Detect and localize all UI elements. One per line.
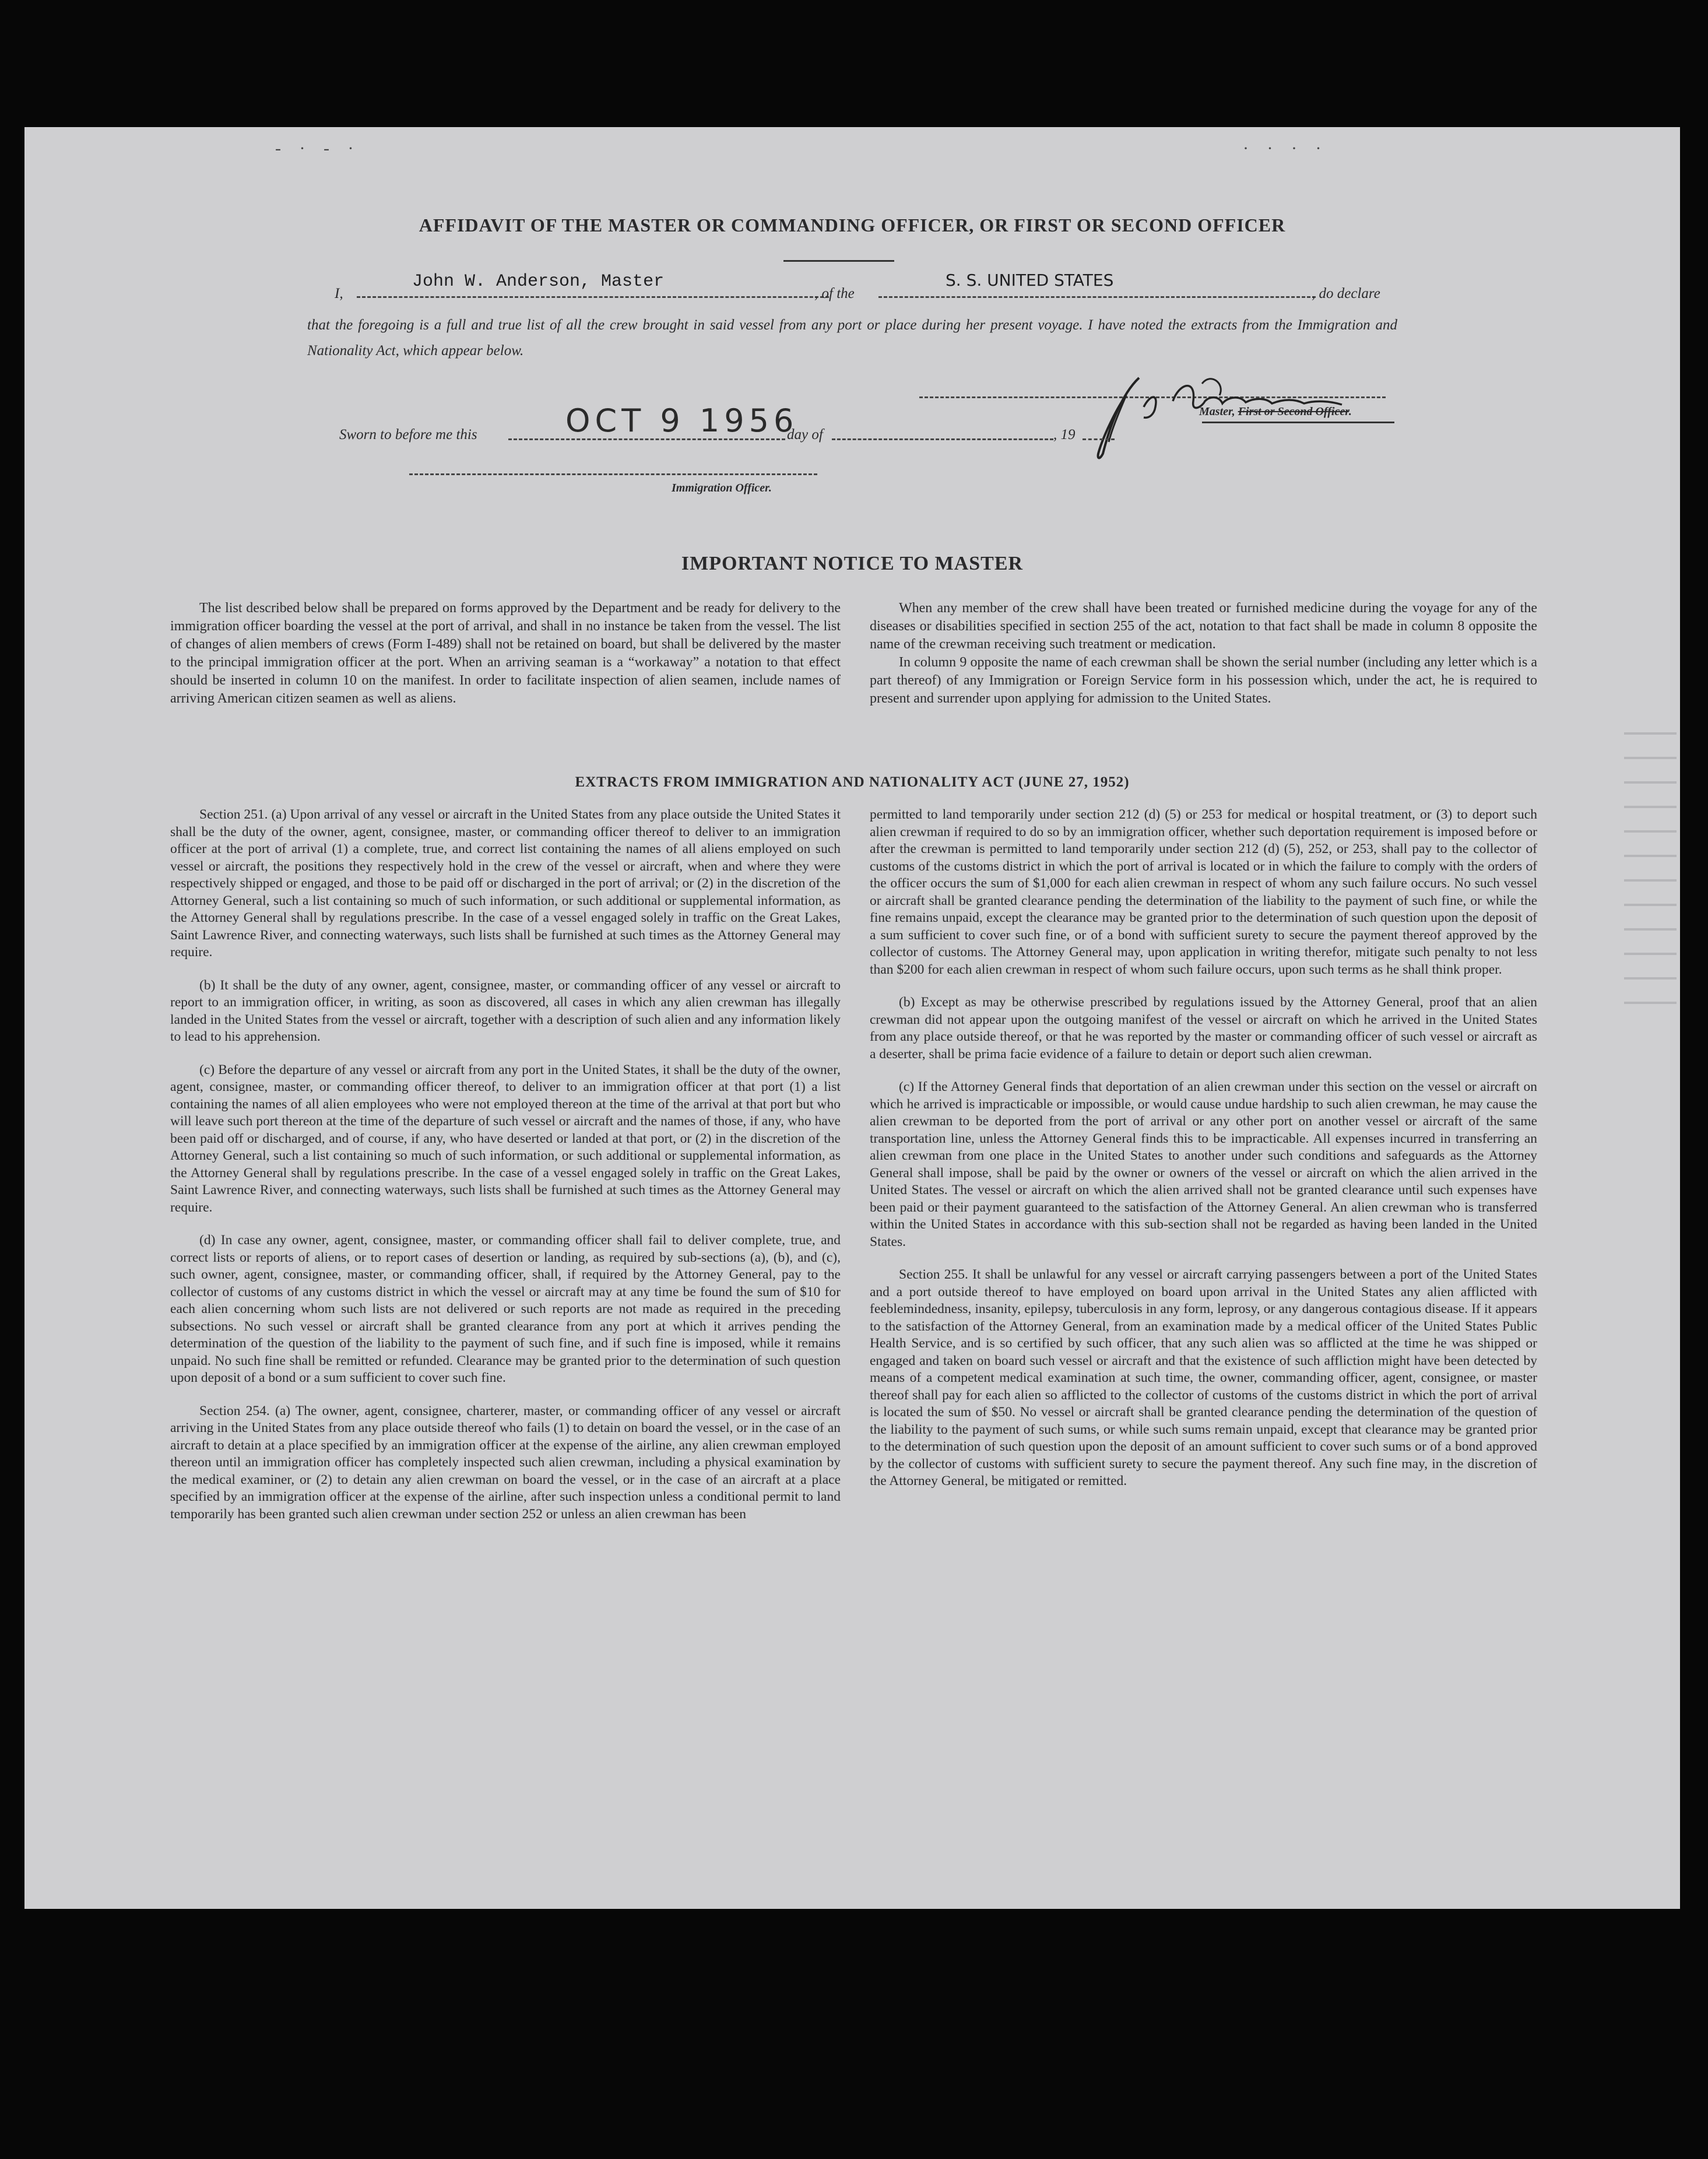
notice-left-paragraph: The list described below shall be prepared on forms approved by the Department and be ready for delivery to the immigration officer boarding the vessel at the port of arrival, and shall in no instance be taken from the vessel. The list of changes of alien members of crews (Form I-489) shall not be retained on board, but shall be delivered by the master to the principal immigration officer at the port. When an arriving seaman is a “workaway” a notation to that effect should be inserted in column 10 on the manifest. In order to facilitate inspection of alien seamen, include names of arriving American citizen seamen as well as aliens. <box>170 601 841 706</box>
do-declare-label: , do declare <box>1312 286 1380 301</box>
notice-right-paragraph-1: When any member of the crew shall have been treated or furnished medicine during the voyage for any of the diseases or disabilities specified in section 255 of the act, notation to that fact shall be made in column 8 opposite the name of the crewman receiving such treatment or medication. <box>870 601 1537 652</box>
notice-right-paragraph-2: In column 9 opposite the name of each crewman shall be shown the serial number (including any letter which is a part thereof) of any Immigration or Foreign Service form in his possession which, under the act, he is required to present and surrender upon applying for admission to the United States. <box>870 655 1537 706</box>
name-line <box>357 296 829 298</box>
extracts-right-column <box>870 806 1537 1506</box>
document-page <box>24 127 1680 1909</box>
notice-left-column <box>170 599 841 708</box>
section-251-a: Section 251. (a) Upon arrival of any vessel or aircraft in the United States from any place outside the United States it shall be the duty of the owner, agent, consignee, master, or commanding officer thereof to deliver to an immigration officer at the port of arrival (1) a complete, true, and correct list containing the names of all aliens employed on such vessel or aircraft, the positions they respectively hold in the crew of the vessel or aircraft, when and where they were respectively shipped or engaged, and those to be paid off or discharged in the port of arrival; or (2) in the discretion of the Attorney General, such a list containing so much of such information, or such additional or supplemental information, as the Attorney General shall by regulations prescribe. In the case of a vessel engaged solely in traffic on the Great Lakes, Saint Lawrence River, and connecting waterways, such lists shall be furnished at such times as the Attorney General may require. <box>170 807 841 960</box>
master-name-typed: John W. Anderson, Master <box>412 272 665 292</box>
year-label: , 19 <box>1053 427 1076 443</box>
sworn-label: Sworn to before me this <box>339 427 477 443</box>
notice-right-column <box>870 599 1537 708</box>
master-caption-rule <box>1202 422 1394 423</box>
date-stamp: OCT 9 1956 <box>565 402 799 439</box>
vessel-line <box>878 296 1316 298</box>
i-label: I, <box>335 286 343 301</box>
immigration-officer-caption: Immigration Officer. <box>672 482 772 494</box>
section-254-a-continued: permitted to land temporarily under section 212 (d) (5) or 253 for medical or hospital treatment, or (3) to deport such alien crewman if required to do so by an immigration officer, whether such deportation requirement is imposed before or after the crewman is permitted to land temporarily under section 212 (d) (5), 252, or 253, shall pay to the collector of customs of the customs district in which the port of arrival is located or in which the failure to comply with the orders of the officer occurs the sum of $1,000 for each alien crewman in respect of whom any such failure occurs. No such vessel or aircraft shall be granted clearance pending the determination of the liability to the payment of such fine, or while the fine remains unpaid, except the clearance may be granted prior to the determination of such question upon the deposit of a sum sufficient to cover such fine, or of a bond with sufficient surety to secure the payment thereof approved by the collector of customs. The Attorney General may, upon application in writing therefor, mitigate such penalty to not less than $200 for each alien crewman in respect of whom such failure occurs, upon such terms as he shall think proper. <box>870 807 1537 977</box>
master-caption <box>1199 405 1352 419</box>
title-underline <box>783 260 894 262</box>
immigration-officer-line <box>409 473 817 475</box>
month-line <box>832 438 1053 440</box>
master-caption-suffix: . <box>1348 405 1352 418</box>
vessel-name-typed: S. S. UNITED STATES <box>946 271 1114 290</box>
section-255: Section 255. It shall be unlawful for any vessel or aircraft carrying passengers between a port of the United States and a port outside thereof to have employed on board upon arrival in the United States any alien afflicted with feeblemindedness, insanity, epilepsy, tuberculosis in any form, leprosy, or any dangerous contagious disease. If it appears to the satisfaction of the Attorney General, from an examination made by a medical officer of the United States Public Health Service, and is so certified by such officer, that any such alien was so afflicted at the time he was shipped or engaged and taken on board such vessel or aircraft and that the existence of such affliction might have been detected by means of a competent medical examination at such time, the owner, commanding officer, agent, consignee, or master thereof shall pay for each alien so afflicted to the collector of customs of the customs district in which the port of arrival is located the sum of $50. No vessel or aircraft shall be granted clearance pending the determination of the question of the liability to the payment of such sums, or while such sums remain unpaid, except that clearance may be granted prior to the determination of such question upon the deposit of an amount sufficient to cover such sums or of a bond approved by the collector of customs with sufficient surety to secure the payment thereof. Any such fine may, in the discretion of the Attorney General, be mitigated or remitted. <box>870 1267 1537 1489</box>
scan-edge-marks <box>1624 710 1677 1026</box>
section-251-c: (c) Before the departure of any vessel or aircraft from any port in the United States, it shall be the duty of the owner, agent, consignee, master, or commanding officer thereof, to deliver to an immigration officer at that port (1) a list containing the names of all alien employees who were not employed thereon at the time of the arrival at that port but who will leave such port thereon at the time of the departure of such vessel or aircraft and the names of those, if any, who have been paid off or discharged, and of course, if any, who have deserted or landed at that port, or (2) in the discretion of the Attorney General, such a list containing so much of such information, or such additional or supplemental information, as the Attorney General shall by regulations prescribe. In the case of a vessel engaged solely in traffic on the Great Lakes, Saint Lawrence River, and connecting waterways, such lists shall be furnished at such times as the Attorney General may require. <box>170 1062 841 1215</box>
section-254-a: Section 254. (a) The owner, agent, consignee, charterer, master, or commanding officer of any vessel or aircraft arriving in the United States from any place outside thereof who fails (1) to detain on board the vessel, or in the case of an aircraft to detain at a place specified by an immigration officer at the expense of the airline, any alien crewman employed thereon until an immigration officer has completely inspected such alien crewman, including a physical examination by the medical examiner, or (2) to detain any alien crewman on board the vessel, or in the case of an aircraft at a place specified by an immigration officer at the expense of the airline, after such inspection unless a conditional permit to land temporarily has been granted such alien crewman under section 252 or unless an alien crewman has been <box>170 1403 841 1522</box>
of-the-label: , of the <box>814 286 855 301</box>
day-of-label: day of <box>787 427 823 443</box>
declaration-text: that the foregoing is a full and true list of all the crew brought in said vessel from any port or place during her present voyage. I have noted the extracts from the Immigration and Nationality Act, which appear below. <box>307 317 1397 359</box>
notice-title: IMPORTANT NOTICE TO MASTER <box>681 553 1024 574</box>
section-254-b: (b) Except as may be otherwise prescribed by regulations issued by the Attorney General, proof that an alien crewman did not appear upon the outgoing manifest of the vessel or aircraft on which he arrived in the United States from any place outside thereof, or that he was reported by the master or commanding officer of such vessel or aircraft as a deserter, shall be prima facie evidence of a failure to detain or deport such alien crewman. <box>870 995 1537 1062</box>
scan-speck-marks: · · · · <box>1243 139 1329 158</box>
section-254-c: (c) If the Attorney General finds that deportation of an alien crewman under this section on the vessel or aircraft on which he arrived is impracticable or impossible, or would cause undue hardship to such alien crewman, he may cause the alien crewman to be deported from the port of arrival or any other port on another vessel or aircraft of the same transportation line, unless the Attorney General finds this to be impracticable. All expenses incurred in transferring an alien crewman from one place in the United States to another under such conditions and safeguards as the Attorney General shall impose, shall be paid by the owner or owners of the vessel or aircraft on which the alien arrived in the United States. The vessel or aircraft on which the alien arrived shall not be granted clearance until such expenses have been paid or their payment guaranteed to the satisfaction of the Attorney General. An alien crewman who is transferred within the United States in accordance with this sub-section shall not be regarded as having been landed in the United States. <box>870 1079 1537 1249</box>
section-251-d: (d) In case any owner, agent, consignee, master, or commanding officer shall fail to deliver complete, true, and correct lists or reports of aliens, or to report cases of desertion or landing, as required by sub-sections (a), (b), and (c), such owner, agent, consignee, master, or commanding officer, shall, if required by the Attorney General, pay to the collector of customs of any customs district in which the vessel or aircraft may at any time be found the sum of $10 for each alien concerning whom such lists are not delivered or such reports are not made as required in the preceding subsections. No such vessel or aircraft shall be granted clearance from any port at which it arrives pending the determination of the question of the liability to the payment of such fine, and if such fine is imposed, while it remains unpaid. No such fine shall be remitted or refunded. Clearance may be granted prior to the determination of such question upon deposit of a bond or a sum sufficient to cover such fine. <box>170 1233 841 1385</box>
struck-officer-caption: First or Second Officer <box>1238 405 1349 418</box>
scan-speck-marks: - · - · <box>275 139 361 158</box>
extracts-title: EXTRACTS FROM IMMIGRATION AND NATIONALITY ACT (JUNE 27, 1952) <box>575 774 1130 790</box>
year-line <box>1083 438 1115 440</box>
extracts-left-column <box>170 806 841 1539</box>
master-caption-prefix: Master, <box>1199 405 1238 418</box>
section-251-b: (b) It shall be the duty of any owner, agent, consignee, master, or commanding officer of any vessel or aircraft to report to an immigration officer, in writing, as soon as discovered, all cases in which any alien crewman has illegally landed in the United States from the vessel or aircraft, together with a description of such alien and any information likely to lead to his apprehension. <box>170 977 841 1044</box>
affidavit-title: AFFIDAVIT OF THE MASTER OR COMMANDING OFFICER, OR FIRST OR SECOND OFFICER <box>419 215 1286 236</box>
